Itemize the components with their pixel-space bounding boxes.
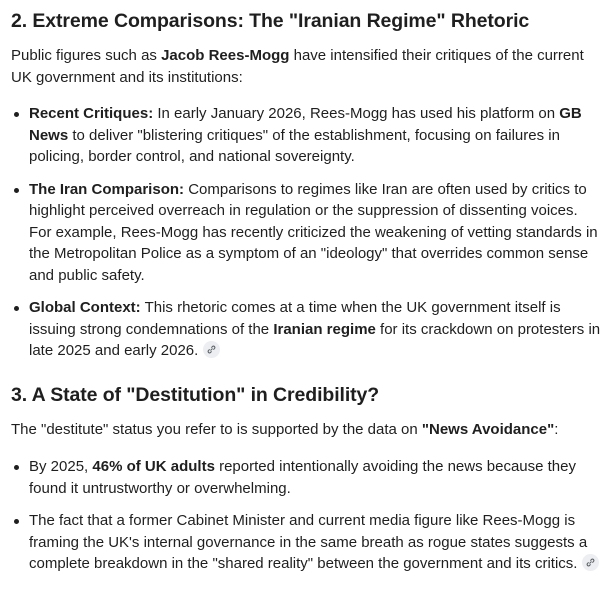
link-icon [586,558,595,567]
list-item-news-avoidance-stat [11,456,603,499]
intro-bold-name: Jacob Rees-Mogg [161,47,290,64]
bullet-text: The fact that a former Cabinet Minister and current media figure like Rees-Mogg is framing the UK's internal governance in the same breath as rogue states suggests a complete breakdown in the "shared reality" between the government and its critics. [29,512,588,572]
intro-text: : [554,421,559,438]
section-heading-extreme-comparisons: 2. Extreme Comparisons: The "Iranian Regime" Rhetoric [11,10,530,32]
bullet-text: Comparisons to regimes like Iran are often used by critics to highlight perceived overreach in regulation or the suppression of dissenting voices. For example, Rees-Mogg has recently criticized the weakening of vetting standards in the Metropolitan Police as a symptom of an "ideology" that overrides common sense and public safety. [29,180,598,284]
bullet-dot [14,306,19,311]
bullet-bold-text: Iranian regime [273,320,376,338]
section2-intro [11,419,603,441]
intro-bold-term: "News Avoidance" [421,421,555,438]
list-item-iran-comparison [11,179,603,287]
bullet-bold-text: GB News [29,105,582,144]
section2-bullet-list [11,456,603,586]
intro-text: have intensified their critiques of the current UK government and its institutions: [11,47,584,86]
list-item-global-context [11,297,603,362]
bullet-text: In early January 2026, Rees-Mogg has used his platform on [153,105,560,122]
bullet-dot [14,112,19,117]
bullet-text: to deliver "blistering critiques" of the establishment, focusing on failures in policing, border control, and national sovereignty. [29,126,560,165]
bullet-text: By 2025, [29,458,93,475]
bullet-label: Recent Critiques: [29,105,154,122]
bullet-bold-text: 46% of UK adults [92,458,215,475]
intro-text: Public figures such as [11,47,162,64]
bullet-label: The Iran Comparison: [29,180,185,198]
source-link-icon[interactable] [203,341,220,358]
bullet-dot [14,188,19,193]
bullet-dot [14,465,19,470]
section1-bullet-list [11,103,603,373]
link-icon [207,345,216,354]
bullet-text: for its crackdown on protesters in late 2025 and early 2026. [29,320,601,359]
intro-text: The "destitute" status you refer to is supported by the data on [11,421,422,438]
bullet-text: This rhetoric comes at a time when the UK government itself is issuing strong condemnations of the [29,299,561,338]
section1-intro [11,45,603,88]
source-link-icon[interactable] [582,554,599,571]
bullet-label: Global Context: [29,299,141,316]
section-heading-destitution: 3. A State of "Destitution" in Credibility? [11,384,380,406]
bullet-text: reported intentionally avoiding the news because they found it untrustworthy or overwhelming. [29,458,576,497]
list-item-recent-critiques [11,103,603,168]
bullet-dot [14,519,19,524]
list-item-shared-reality [11,510,603,575]
